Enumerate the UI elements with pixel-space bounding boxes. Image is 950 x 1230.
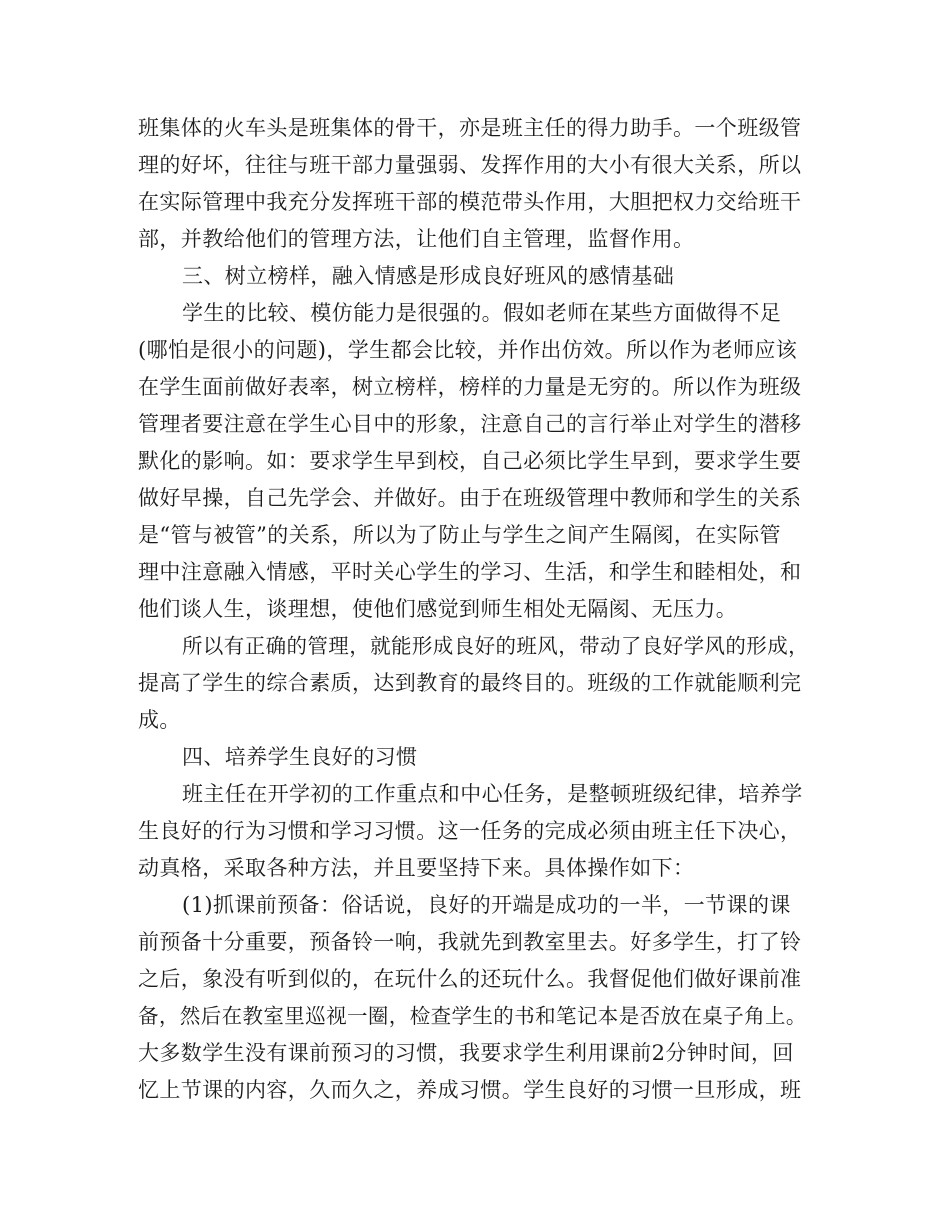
text-line: 学生的比较、模仿能力是很强的。假如老师在某些方面做得不足 — [182, 301, 782, 325]
text-line: 之后，象没有听到似的，在玩什么的还玩什么。我督促他们做好课前准 — [138, 967, 802, 991]
text-line: 管理者要注意在学生心目中的形象，注意自己的言行举止对学生的潜移 — [138, 412, 802, 436]
section-heading: 三、树立榜样，融入情感是形成良好班风的感情基础 — [182, 264, 675, 288]
text-line: 理中注意融入情感，平时关心学生的学习、生活，和学生和睦相处，和 — [138, 560, 802, 584]
text-line: 备，然后在教室里巡视一圈，检查学生的书和笔记本是否放在桌子角上。 — [138, 1004, 807, 1028]
text-line: 前预备十分重要，预备铃一响，我就先到教室里去。好多学生，打了铃 — [138, 930, 802, 954]
text-line: 部，并教给他们的管理方法，让他们自主管理，监督作用。 — [138, 227, 695, 251]
text-line: 班主任在开学初的工作重点和中心任务，是整顿班级纪律，培养学 — [182, 782, 803, 806]
text-line: 动真格，采取各种方法，并且要坚持下来。具体操作如下： — [138, 856, 695, 880]
text-line: 所以有正确的管理，就能形成良好的班风，带动了良好学风的形成， — [182, 634, 809, 658]
text-line: 是“管与被管”的关系，所以为了防止与学生之间产生隔阂，在实际管 — [138, 523, 781, 547]
text-line: 理的好坏，往往与班干部力量强弱、发挥作用的大小有很大关系，所以 — [138, 153, 802, 177]
text-line: 默化的影响。如：要求学生早到校，自己必须比学生早到，要求学生要 — [138, 449, 802, 473]
text-line: (1)抓课前预备：俗话说，良好的开端是成功的一半，一节课的课 — [182, 893, 791, 917]
text-line: 成。 — [138, 708, 181, 732]
text-line: 做好早操，自己先学会、并做好。由于在班级管理中教师和学生的关系 — [138, 486, 802, 510]
text-line: 在实际管理中我充分发挥班干部的模范带头作用，大胆把权力交给班干 — [138, 190, 802, 214]
text-line: 班集体的火车头是班集体的骨干，亦是班主任的得力助手。一个班级管 — [138, 116, 802, 140]
text-line: 大多数学生没有课前预习的习惯，我要求学生利用课前2分钟时间，回 — [138, 1041, 794, 1065]
section-heading: 四、培养学生良好的习惯 — [182, 745, 418, 769]
text-line: 在学生面前做好表率，树立榜样，榜样的力量是无穷的。所以作为班级 — [138, 375, 802, 399]
text-line: (哪怕是很小的问题)，学生都会比较，并作出仿效。所以作为老师应该 — [138, 338, 798, 362]
text-line: 提高了学生的综合素质，达到教育的最终目的。班级的工作就能顺利完 — [138, 671, 802, 695]
text-line: 忆上节课的内容，久而久之，养成习惯。学生良好的习惯一旦形成，班 — [138, 1078, 802, 1102]
text-line: 生良好的行为习惯和学习习惯。这一任务的完成必须由班主任下决心， — [138, 819, 802, 843]
text-line: 他们谈人生，谈理想，使他们感觉到师生相处无隔阂、无压力。 — [138, 597, 738, 621]
